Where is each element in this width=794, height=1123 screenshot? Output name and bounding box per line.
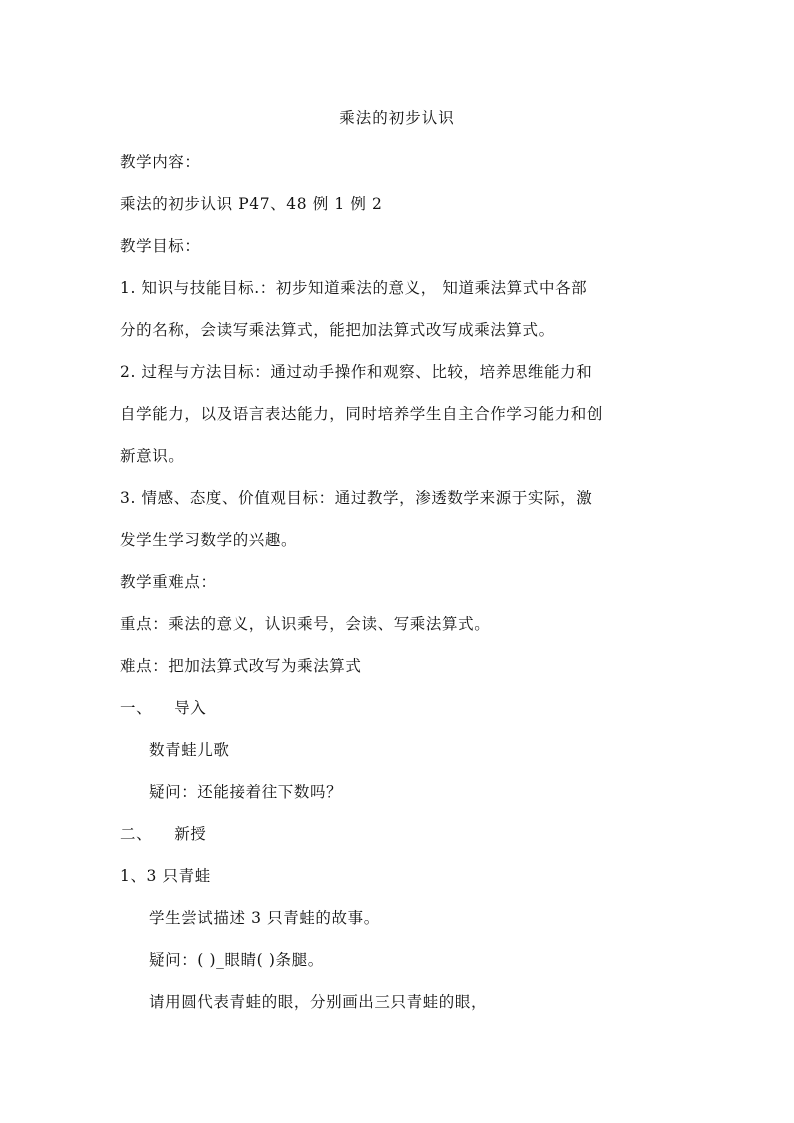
- paragraph-line: 难点：把加法算式改写为乘法算式: [120, 657, 362, 675]
- paragraph-line: 重点：乘法的意义，认识乘号，会读、写乘法算式。: [120, 615, 491, 633]
- section-label: 导入: [174, 699, 207, 717]
- section-heading-teaching-content: 教学内容：: [120, 153, 201, 171]
- paragraph-line: 请用圆代表青蛙的眼，分别画出三只青蛙的眼，: [149, 993, 488, 1011]
- section-number: 一、: [120, 699, 153, 717]
- paragraph-line: 乘法的初步认识 P47、48 例 1 例 2: [120, 195, 383, 213]
- paragraph-line: 学生尝试描述 3 只青蛙的故事。: [149, 909, 380, 927]
- paragraph-line: 新意识。: [120, 447, 185, 465]
- paragraph-line: 1、3 只青蛙: [120, 867, 211, 885]
- paragraph-line: 发学生学习数学的兴趣。: [120, 531, 298, 549]
- section-heading-key-points: 教学重难点：: [120, 573, 217, 591]
- section-number: 二、: [120, 825, 153, 843]
- paragraph-line: 3. 情感、态度、价值观目标：通过教学，渗透数学来源于实际，激: [120, 489, 593, 507]
- section-intro: [120, 698, 680, 718]
- paragraph-line: 数青蛙儿歌: [149, 741, 230, 759]
- paragraph-line: 自学能力，以及语言表达能力，同时培养学生自主合作学习能力和创: [120, 405, 604, 423]
- paragraph-line: 疑问：( )_眼睛( )条腿。: [149, 951, 324, 969]
- paragraph-line: 分的名称，会读写乘法算式，能把加法算式改写成乘法算式。: [120, 321, 555, 339]
- paragraph-line: 2. 过程与方法目标：通过动手操作和观察、比较，培养思维能力和: [120, 363, 593, 381]
- paragraph-line: 1. 知识与技能目标.：初步知道乘法的意义， 知道乘法算式中各部: [120, 279, 588, 297]
- document-title: 乘法的初步认识: [339, 109, 455, 127]
- paragraph-line: 疑问：还能接着往下数吗？: [149, 783, 343, 801]
- section-new-lesson: [120, 824, 680, 844]
- section-label: 新授: [174, 825, 207, 843]
- section-heading-teaching-goals: 教学目标：: [120, 237, 201, 255]
